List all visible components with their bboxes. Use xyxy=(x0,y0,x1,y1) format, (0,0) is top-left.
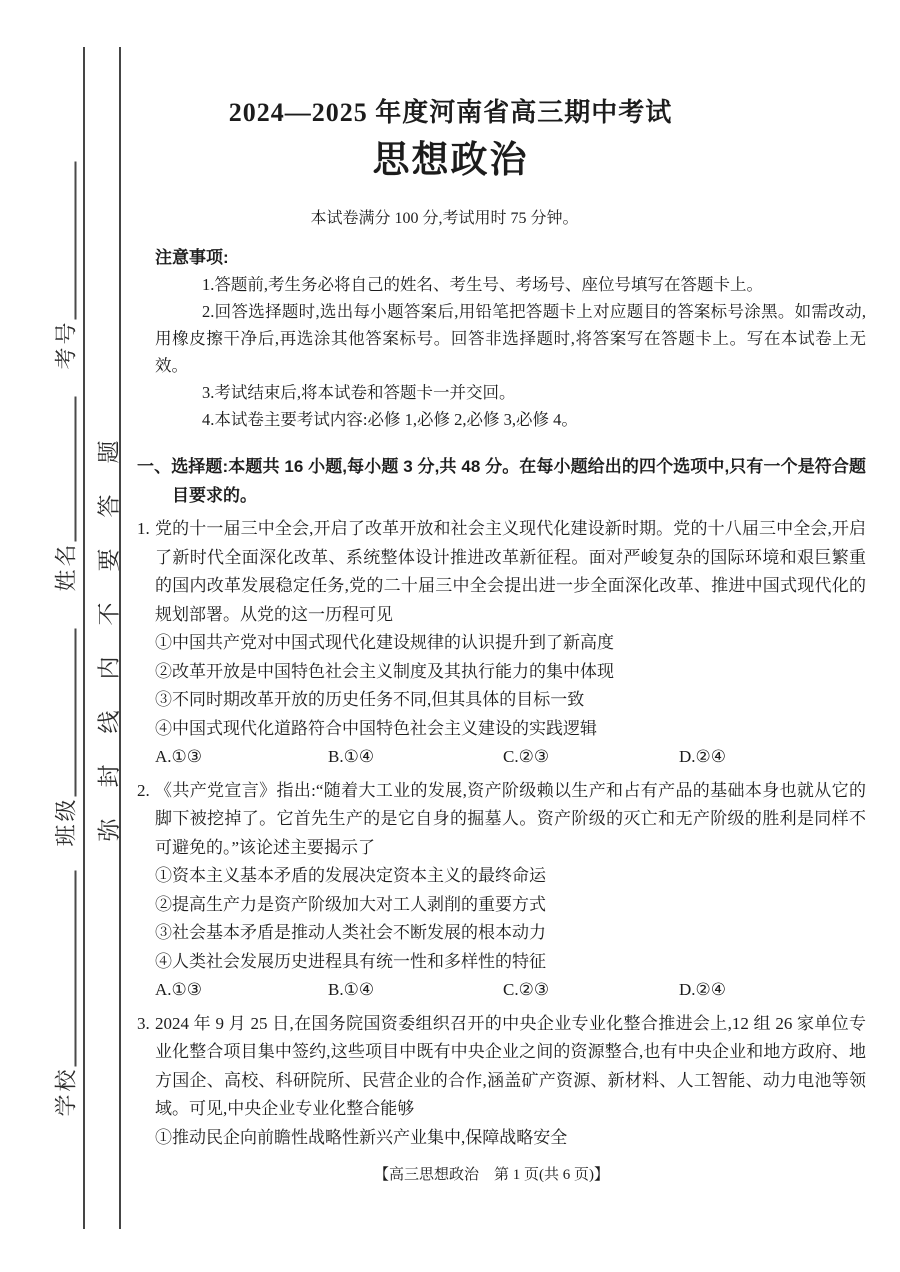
statement-item: ②改革开放是中国特色社会主义制度及其执行能力的集中体现 xyxy=(155,661,614,681)
question-stem: 2024 年 9 月 25 日,在国务院国资委组织召开的中央企业专业化整合推进会上,12 组 26 家单位专业化整合项目集中签约,这些项目中既有中央企业之间的资源整合,也有中央企业和地方政府、地方国企、高校、科研院所、民营企业的合作,涵盖矿产资源、新材料、人工智能、动力电池等领域。可见,中央企业专业化整合能够 xyxy=(155,1013,866,1118)
field-label: 班级 xyxy=(53,796,79,847)
field-class xyxy=(41,610,81,847)
field-label: 考号 xyxy=(53,319,79,370)
field-blank-line xyxy=(69,870,77,1066)
statement-item: ④人类社会发展历史进程具有统一性和多样性的特征 xyxy=(155,951,546,971)
exam-session-title: 2024—2025 年度河南省高三期中考试 xyxy=(228,98,673,127)
option-b: B.①④ xyxy=(328,747,375,766)
notice-item-4: 4.本试卷主要考试内容:必修 1,必修 2,必修 3,必修 4。 xyxy=(202,410,578,429)
question-number: 1. xyxy=(137,519,150,538)
field-blank-line xyxy=(69,628,77,796)
question-number: 3. xyxy=(137,1013,150,1033)
notice-item-3: 3.考试结束后,将本试卷和答题卡一并交回。 xyxy=(202,383,516,402)
statement-item: ①中国共产党对中国式现代化建设规律的认识提升到了新高度 xyxy=(155,633,614,652)
question-stem: 《共产党宣言》指出:“随着大工业的发展,资产阶级赖以生产和占有产品的基础本身也就从它的脚下被挖掉了。它首先生产的是它自身的掘墓人。资产阶级的灭亡和无产阶级的胜利是同样不可避免的。”该论述主要揭示了 xyxy=(155,780,866,857)
question-1 xyxy=(137,515,866,772)
option-b: B.①④ xyxy=(328,980,375,999)
field-blank-line xyxy=(69,161,77,319)
question-number: 2. xyxy=(137,780,150,800)
field-blank-line xyxy=(69,396,77,541)
subject-title: 思想政治 xyxy=(372,140,529,181)
field-student-name xyxy=(41,385,81,592)
field-school xyxy=(41,850,81,1117)
option-d: D.②④ xyxy=(679,980,727,999)
notice-heading: 注意事项: xyxy=(155,248,229,267)
field-exam-number xyxy=(41,145,81,370)
page-footer: 【高三思想政治 第 1 页(共 6 页)】 xyxy=(374,1167,609,1183)
option-a: A.①③ xyxy=(155,980,203,999)
options-row xyxy=(155,743,866,772)
notice-item-1: 1.答题前,考生务必将自己的姓名、考生号、考场号、座位号填写在答题卡上。 xyxy=(202,275,763,294)
statement-item: ①推动民企向前瞻性战略性新兴产业集中,保障战略安全 xyxy=(155,1127,568,1147)
question-2 xyxy=(137,777,866,1005)
statement-item: ④中国式现代化道路符合中国特色社会主义建设的实践逻辑 xyxy=(155,718,597,738)
options-row xyxy=(155,976,866,1005)
statement-item: ③社会基本矛盾是推动人类社会不断发展的根本动力 xyxy=(155,923,546,942)
seal-warning-text: 弥封线内不要答题 xyxy=(96,409,122,842)
statement-item: ③不同时期改革开放的历史任务不同,但其具体的目标一致 xyxy=(155,690,585,709)
option-a: A.①③ xyxy=(155,747,203,766)
statement-item: ②提高生产力是资产阶级加大对工人剥削的重要方式 xyxy=(155,894,546,914)
question-stem: 党的十一届三中全会,开启了改革开放和社会主义现代化建设新时期。党的十八届三中全会,开启了新时代全面深化改革、系统整体设计推进改革新征程。面对严峻复杂的国际环境和艰巨繁重的国内改革发展稳定任务,党的二十届三中全会提出进一步全面深化改革、推进中国式现代化的规划部署。从党的这一历程可见 xyxy=(155,519,866,624)
option-c: C.②③ xyxy=(503,980,550,999)
option-c: C.②③ xyxy=(503,747,550,766)
notice-item-2: 2.回答选择题时,选出每小题答案后,用铅笔把答题卡上对应题目的答案标号涂黑。如需改动,用橡皮擦干净后,再选涂其他答案标号。回答非选择题时,将答案写在答题卡上。写在本试卷上无效。 xyxy=(155,302,866,375)
section-one-heading: 一、选择题:本题共 16 小题,每小题 3 分,共 48 分。在每小题给出的四个选项中,只有一个是符合题目要求的。 xyxy=(137,457,866,505)
field-label: 学校 xyxy=(53,1066,79,1117)
exam-content xyxy=(137,0,866,1186)
field-label: 姓名 xyxy=(53,541,79,592)
exam-info-line: 本试卷满分 100 分,考试用时 75 分钟。 xyxy=(310,210,579,227)
statement-item: ①资本主义基本矛盾的发展决定资本主义的最终命运 xyxy=(155,866,546,885)
option-d: D.②④ xyxy=(679,747,727,766)
question-3 xyxy=(137,1010,866,1153)
